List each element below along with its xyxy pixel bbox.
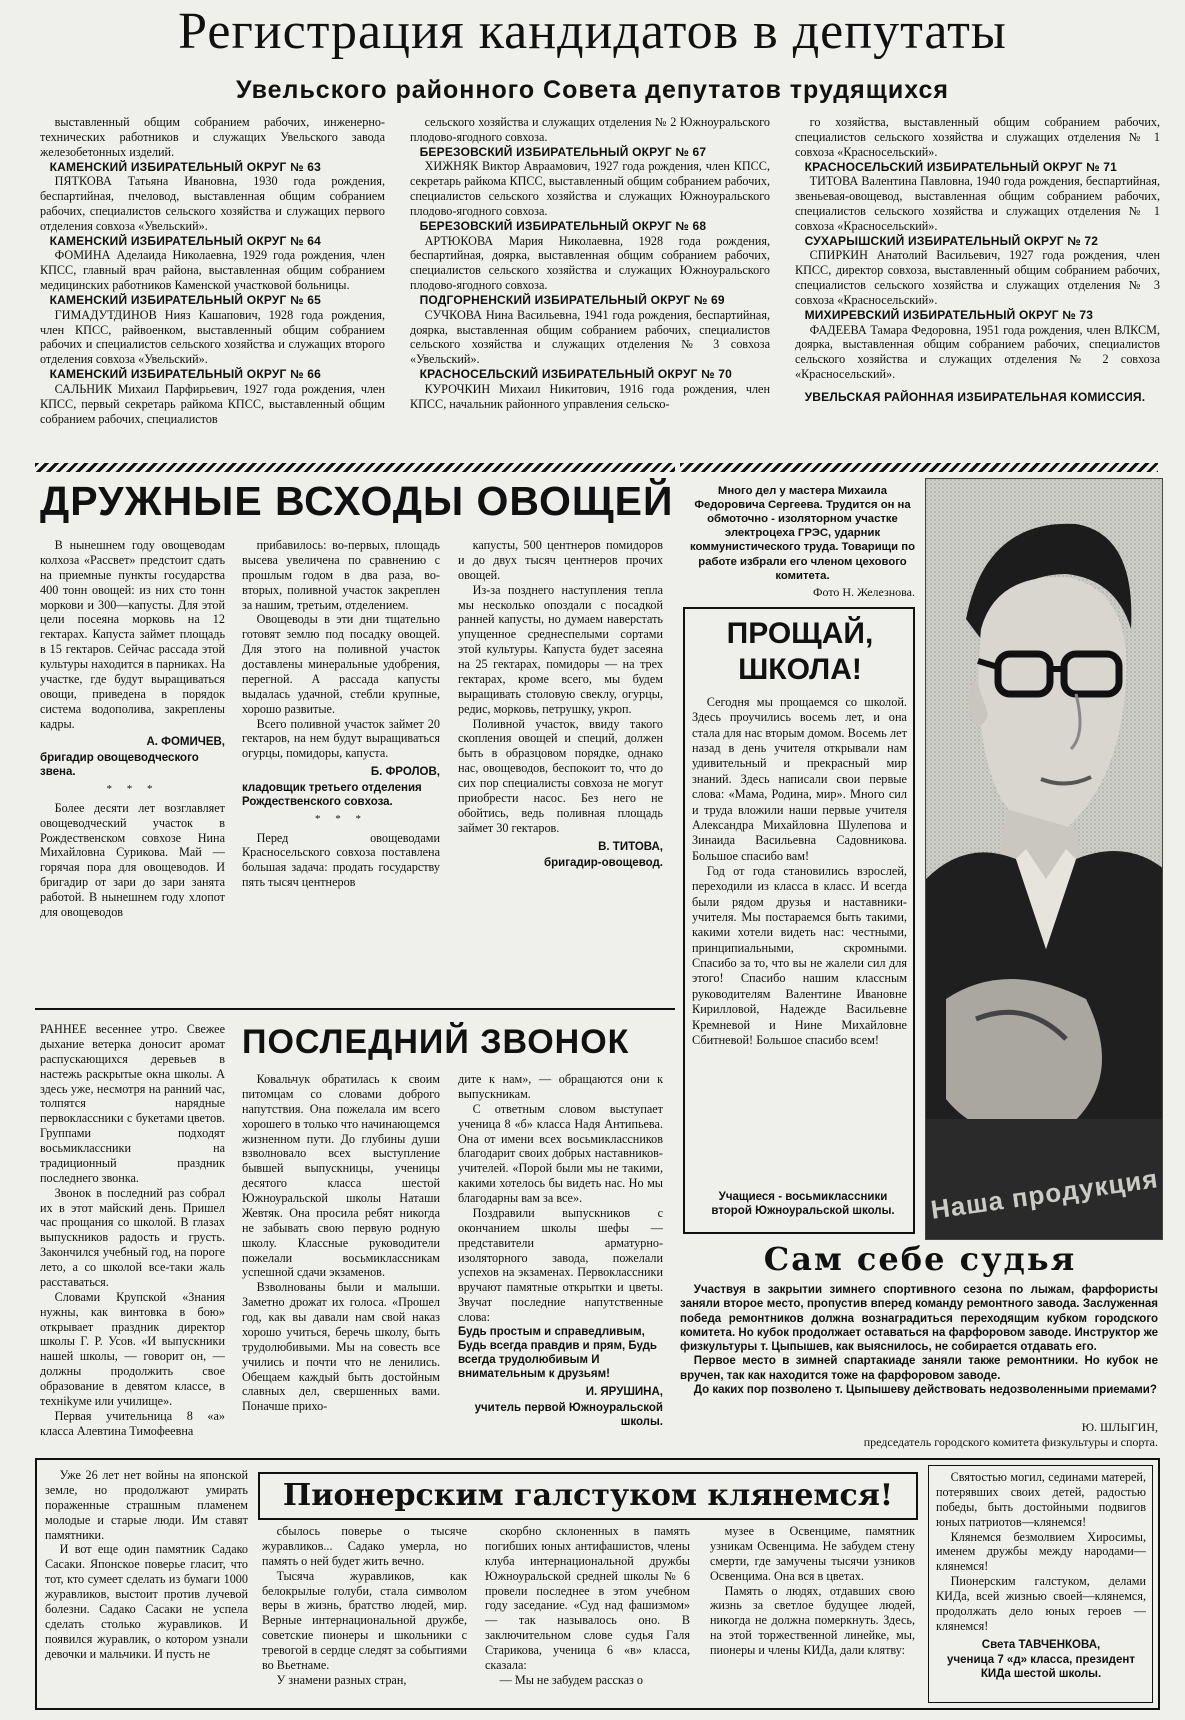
judge-title: Сам себе судья [763,1240,1077,1278]
reg-okrug-71: КРАСНОСЕЛЬСКИЙ ИЗБИРАТЕЛЬНЫЙ ОКРУГ № 71 ТИТОВА Валентина Павловна, 1940 года рождения, беспартийная, звеньевая-овощевод, выставленная общим собранием рабочих, специалистов сельского хозяйства и служащих отделения № 1 совхоза «Красносельский». [795,159,1160,233]
judge-text: Участвуя в закрытии зимнего спортивного сезона по лыжам, фарфористы заняли второе место, пропустив вперед команду ремонтного завода. Заслуженная победа ремонтников должна вознаградиться переходящим кубком городского комитета. Но кубок продолжает оставаться на фарфоровом заводе. Инструктор же физкультуры т. Цыпышев, как выяснилось, не собирается отдавать его. Первое место в зимней спартакиаде заняли также ремонтники. Но кубок не вручен, так как находится тоже на фарфоровом заводе. До каких пор позволено т. Цыпышеву действовать недозволенными приемами? [680,1284,1158,1396]
reg-okrug-66: КАМЕНСКИЙ ИЗБИРАТЕЛЬНЫЙ ОКРУГ № 66 САЛЬНИК Михаил Парфирьевич, 1927 года рождения, член КПСС, первый секретарь райкома КПСС, выставленный общим собранием рабочих, специалистов [40,367,385,426]
reg-okrug-73: МИХИРЕВСКИЙ ИЗБИРАТЕЛЬНЫЙ ОКРУГ № 73 ФАДЕЕВА Тамара Федоровна, 1951 года рождения, член ВЛКСМ, доярка, выставленная общим собранием рабочих, специалистов сельского хозяйства и служащих отделения № 2 совхоза «Красносельский». [795,307,1160,382]
pioneer-title: Пионерским галстуком клянемся! [258,1472,918,1520]
portrait-figure [926,479,1163,1240]
section-divider-right [680,463,1158,472]
bell-col-1: РАННЕЕ весеннее утро. Свежее дыхание ветерка доносит аромат распускающихся деревьев в настежь раскрытые окна школы. А здесь уже, несмотря на ранний час, толпятся нарядные первоклассники с букетами цветов. Группами подходят восьмиклассники на традиционный праздник последнего звонка. Звонок в последний раз собрал их в этот майский день. Пришел час прощания со школой. В глазах выпускников радость и грусть. Закончился учебный год, на пороге лето, а со школой все-таки жаль расставаться. Словами Крупской «Знания нужны, как винтовка в бою» открывает праздник директор школы Г. Р. Усов. «И выпускники нашей школы, — говорит он, — должны продолжить свое образование в девятом классе, в технikуме или училище». Первая учительница 8 «а» класса Алевтина Тимофеевна [40,1022,225,1437]
reg-okrug-68: БЕРЕЗОВСКИЙ ИЗБИРАТЕЛЬНЫЙ ОКРУГ № 68 АРТЮКОВА Мария Николаевна, 1928 года рождения, беспартийная, доярка, выставленная общим собранием рабочих, специалистов сельского хозяйства и служащих Южноуральского плодово-ягодного совхоза. [410,218,770,293]
vegetables-col-1: В нынешнем году овощеводам колхоза «Рассвет» предстоит сдать на приемные пункты государства 400 тонн овощей: из них сто тонн моркови и 300—капусты. Для этой цели посеяна морковь на 12 гектарах. Капуста займет площадь в 15 гектаров. Сейчас рассада этой культуры находится в парниках. На участке, где будут выращиваться овощи, приведена в порядок система водополива, закреплены кадры. А. ФОМИЧЕВ, бригадир овощеводческого звена. * * * Более десяти лет возглавляет овощеводческий участок в Рождественском совхозе Нина Михайловна Сурикова. Май — горячая пора для овощеводов. И бригадир от зари до зари занята работой. В нынешнем году хлопот для овощеводов [40,538,225,919]
farewell-text: Сегодня мы прощаемся со школой. Здесь проучились восемь лет, и она стала для нас вторым домом. Восемь лет назад в день учителя открывали нам удивительный и прекрасный мир знаний. Здесь написали свои первые слова: «Мама, Родина, мир». Много сил и труда вложили наши первые учителя Александра Михайловна Шулепова и Зинаида Васильевна Садовникова. Большое спасибо вам! Год от года становились взрослей, переходили из класса в класс. И всегда были рядом друзья и наставники-учителя. Мы постараемся быть такими, какими хотели видеть нас: честными, принципиальными, скромными. Спасибо за то, что вы не жалели сил для этого! Спасибо нашим классным руководителям Валентине Ивановне Кирилловой, Надежде Васильевне Кремневой и Нине Михайловне Сбитневой! Большое спасибо всем! [692,695,907,1047]
pioneer-col-2: сбылось поверье о тысяче журавликов... Садако умерла, но память о ней будет жить вечно. Тысяча журавликов, как белокрылые голуби, стала символом веры в жизнь, братство людей, мир. Верные интернациональной дружбе, советские пионеры и школьники с тревогой в сердце следят за событиями во Вьетнаме. У знамени разных стран, [262,1524,467,1687]
photo-caption: Много дел у мастера Михаила Федоровича Сергеева. Трудится он на обмоточно - изоляторном участке электроцеха ГРЭС, ударник коммунистического труда. Товарищи по работе избрали его членом цехового комитета. Фото Н. Железнова. [690,485,915,599]
reg-okrug-67: БЕРЕЗОВСКИЙ ИЗБИРАТЕЛЬНЫЙ ОКРУГ № 67 ХИЖНЯК Виктор Авраамович, 1927 года рождения, член КПСС, секретарь райкома КПСС, выставленный общим собранием рабочих, специалистов сельского хозяйства и служащих Южноуральского плодово-ягодного совхоза. [410,144,770,218]
farewell-title: ПРОЩАЙ, ШКОЛА! [726,617,874,686]
reg-col3-intro: го хозяйства, выставленный общим собранием рабочих, специалистов сельского хозяйства и служащих отделения № 1 совхоза «Красносельский». [795,115,1160,159]
registration-col-3 [795,115,1160,455]
registration-col-1 [40,115,385,455]
page-subtitle: Увельского районного Совета депутатов трудящихся [236,76,949,104]
vegetables-bottom-rule [35,1008,675,1010]
reg-okrug-63: КАМЕНСКИЙ ИЗБИРАТЕЛЬНЫЙ ОКРУГ № 63 ПЯТКОВА Татьяна Ивановна, 1930 года рождения, беспартийная, пчеловод, выставленная общим собранием рабочих, специалистов сельского хозяйства и служащих первого отделения совхоза «Увельский». [40,159,385,233]
reg-commission-signature: УВЕЛЬСКАЯ РАЙОННАЯ ИЗБИРАТЕЛЬНАЯ КОМИССИЯ. [804,390,1146,404]
section-divider [35,463,675,472]
bell-title: ПОСЛЕДНИЙ ЗВОНОК [242,1023,630,1061]
reg-okrug-70: КРАСНОСЕЛЬСКИЙ ИЗБИРАТЕЛЬНЫЙ ОКРУГ № 70 КУРОЧКИН Михаил Никитович, 1916 года рождения, член КПСС, начальник районного управления сельско- [410,367,770,411]
vegetables-col-2: прибавилось: во-первых, площадь высева увеличена по сравнению с прошлым годом в два раза, во-вторых, поливной участок закреплен за нашим, третьим, отделением. Овощеводы в эти дни тщательно готовят землю под посадку овощей. Для этого на поливной участок доставлены минеральные удобрения, перегной. А рассада капусты выдалась удачной, стебли крупные, хорошо развитые. Всего поливной участок займет 20 гектаров, на нем будут выращиваться огурцы, помидоры, капуста. Б. ФРОЛОВ, кладовщик третьего отделения Рождественского совхоза. * * * Перед овощеводами Красносельского совхоза поставлена большая задача: продать государству пять тысяч центнеров [242,538,440,890]
bell-col-3: дите к нам», — обращаются они к выпускникам. С ответным словом выступает ученица 8 «б» класса Надя Антипьева. Она от имени всех восьмиклассников благодарит своих добрых наставников-учителей. «Порой были мы не такими, какими хотелось бы видеть нас. Но мы благодарны вам за все». Поздравили выпускников с окончанием школы шефы — представители арматурно-изоляторного завода, пожелали успехов на экзаменах. Первоклассники вручают памятные открытки и цветы. Звучат последние напутственные слова: Будь простым и справедливым, Будь всегда правдив и прям, Будь всегда трудолюбивым И внимательным к друзьям! И. ЯРУШИНА, учитель первой Южноуральской школы. [458,1072,663,1428]
photo-overlay-text: Наша продукция [928,1163,1161,1225]
pioneer-col-4: музее в Освенциме, памятник узникам Освенцима. Не забудем стену смерти, где замучены тысячи узников Освенцима. Она вся в цветах. Память о людях, отдавших свою жизнь за светлое будущее людей, никогда не должна померкнуть. Здесь, на этой торжественной линейке, мы, пионеры и члены КИДа, дали клятву: [710,1524,915,1657]
portrait-photo [925,478,1163,1240]
pioneer-col-5: Святостью могил, сединами матерей, потерявших своих детей, радостью победы, быть достойными подвигов юных патриотов—клянемся! Клянемся безмолвием Хиросимы, именем дружбы между народами—клянемся! Пионерским галстуком, делами КИДа, всей жизнью своей—клянемся, продолжать дело юных героев — клянемся! Света ТАВЧЕНКОВА, ученица 7 «д» класса, президент КИДа шестой школы. [936,1470,1146,1680]
bell-col-2: Ковальчук обратилась к своим питомцам со словами доброго напутствия. Она пожелала им всего хорошего в только что начинающемся жизненном пути. До глубины души взволновало всех выступление бывшей выпускницы, ученицы десятого класса шестой Южноуральской школы Наташи Жевтяк. Она просила ребят никогда не забывать свою первую родную школу. Классные руководители пожелали восьмиклассникам успешной сдачи экзаменов. Взволнованы были и малыши. Заметно дрожат их голоса. «Прошел год, как вы давали нам свой наказ хорошо учиться, беречь школу, быть трудолюбивыми. Мы на совесть все учились и почти что не ленились. Обещаем каждый быть достойным славных дел, свершенных вами. Поначше прихо- [242,1072,440,1414]
reg-col2-intro: сельского хозяйства и служащих отделения № 2 Южноуральского плодово-ягодного совхоза. [410,115,770,144]
pioneer-col-1: Уже 26 лет нет войны на японской земле, но продолжают умирать пораженные страшным пламенем молодые и старые люди. Им ставят памятники. И вот еще один памятник Садако Сасаки. Японское поверье гласит, что тот, кто сумеет сделать из бумаги 1000 журавликов, выстоит против лучевой болезни. Садако Сасаки не успела сделать столько журавликов. И появился журавлик, о котором узнали девочки и мальчики. И пусть не [45,1468,248,1661]
vegetables-col-3: капусты, 500 центнеров помидоров и до двух тысяч центнеров прочих овощей. Из-за позднего наступления тепла мы несколько опоздали с посадкой ранней капусты, но думаем наверстать упущенное среднеспелыми сортами этой культуры. Капуста будет засеяна на 25 гектарах, помидоры — на трех гектарах, кроме всего, мы будем выращивать столовую свеклу, огурцы, редис, морковь, петрушку, укроп. Поливной участок, ввиду такого скопления овощей и специй, должен быть в образцовом порядке, однако нас, овощеводов, беспокоит то, что до сих пор специалисты совхоза не могут приобрести насос. Без него не обойтись, ведь поливная площадь займет 30 гектаров. В. ТИТОВА, бригадир-овощевод. [458,538,663,869]
pioneer-col-3: скорбно склоненных в память погибших юных антифашистов, члены клуба интернациональной дружбы Южноуральской средней школы № 6 провели последнее в этом учебном году заседание. «Суд над фашизмом» — так называлось оно. В заключительном слове судья Галя Старикова, ученица 6 «в» класса, сказала: — Мы не забудем рассказ о [485,1524,690,1687]
reg-okrug-65: КАМЕНСКИЙ ИЗБИРАТЕЛЬНЫЙ ОКРУГ № 65 ГИМАДУТДИНОВ Нияз Кашапович, 1928 года рождения, член КПСС, райвоенком, выставленный общим собранием рабочих и специалистов сельского хозяйства и служащих второго отделения совхоза «Увельский». [40,293,385,367]
judge-signature: Ю. ШЛЫГИН, председатель городского комитета физкультуры и спорта. [863,1420,1158,1449]
reg-okrug-64: КАМЕНСКИЙ ИЗБИРАТЕЛЬНЫЙ ОКРУГ № 64 ФОМИНА Аделаида Николаевна, 1929 года рождения, член КПСС, главный врач района, выставленная общим собранием медицинских работников Каменской участковой больницы. [40,233,385,293]
page-title: Регистрация кандидатов в депутаты [178,3,1007,60]
registration-col-2 [410,115,770,455]
reg-col1-intro: выставленный общим собранием рабочих, инженерно-технических работников и служащих Увельского завода железобетонных изделий. [40,115,385,159]
vegetables-title: ДРУЖНЫЕ ВСХОДЫ ОВОЩЕЙ [40,478,674,524]
reg-okrug-69: ПОДГОРНЕНСКИЙ ИЗБИРАТЕЛЬНЫЙ ОКРУГ № 69 СУЧКОВА Нина Васильевна, 1941 года рождения, беспартийная, доярка, выставленная общим собранием рабочих, специалистов сельского хозяйства и служащих отделения № 3 совхоза «Увельский». [410,293,770,367]
reg-okrug-72: СУХАРЫШСКИЙ ИЗБИРАТЕЛЬНЫЙ ОКРУГ № 72 СПИРКИН Анатолий Васильевич, 1927 года рождения, член КПСС, директор совхоза, выставленный общим собранием рабочих, специалистов сельского хозяйства и служащих отделения № 3 совхоза «Красносельский». [795,233,1160,307]
farewell-signature: Учащиеся - восьмиклассники второй Южноуральской школы. [711,1191,895,1218]
